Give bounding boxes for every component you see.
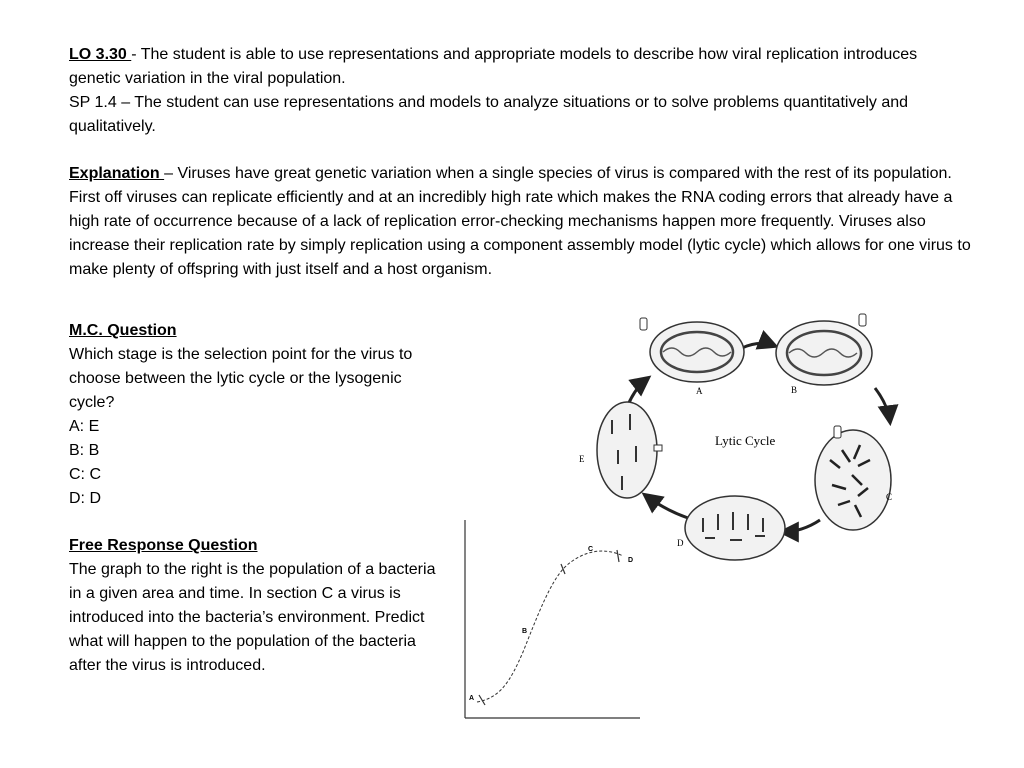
mc-option: D: D [69, 490, 101, 507]
explanation-text: – Viruses have great genetic variation when a single species of virus is compared with the rest of its population. First off viruses can replicate efficiently and at an incredibly high rate which makes the RNA coding errors that already have a high rate of occurrence because of a lack of replication error-checking mechanisms happen more frequently. Viruses also increase their replication rate by simply replication using a component assembly model (lytic cycle) which allows for one virus to make plenty of offspring with just itself and a host organism. [69, 165, 971, 278]
cycle-arrow [742, 343, 775, 348]
mc-heading: M.C. Question [69, 322, 177, 339]
stage-label-b: B [791, 385, 798, 395]
free-response-question [69, 534, 444, 678]
mc-option: A: E [69, 418, 100, 435]
graph-label-c: C [588, 546, 594, 553]
cycle-arrow [628, 378, 648, 405]
fr-heading: Free Response Question [69, 537, 258, 554]
explanation-label: Explanation [69, 165, 165, 182]
lo-line [69, 43, 969, 91]
cell-a [640, 318, 744, 382]
cell-b [776, 314, 872, 385]
lo-label: LO 3.30 [69, 46, 132, 63]
stage-label-e: E [579, 454, 585, 464]
mc-option: C: C [69, 466, 101, 483]
lo-text: - The student is able to use representations and appropriate models to describe how viral replication introduces genetic variation in the viral population. [69, 46, 918, 87]
graph-label-b: B [522, 628, 528, 635]
learning-objective [69, 43, 969, 139]
mc-question [69, 319, 444, 511]
section-tick [617, 550, 619, 562]
graph-label-d: D [628, 557, 634, 564]
sp-text: SP 1.4 – The student can use representations and models to analyze situations or to solve problems quantitatively and qualitatively. [69, 94, 909, 135]
cycle-arrow [782, 520, 820, 532]
cell-e [597, 402, 662, 498]
section-tick [561, 564, 565, 574]
explanation-paragraph [69, 162, 979, 282]
stage-label-a: A [696, 386, 703, 396]
graph-label-a: A [469, 695, 475, 702]
mc-question-text: Which stage is the selection point for the virus to choose between the lytic cycle or the lysogenic cycle? [69, 346, 413, 411]
mc-option: B: B [69, 442, 100, 459]
cycle-arrow [875, 388, 890, 422]
cell-d [685, 496, 785, 560]
fr-text: The graph to the right is the population of a bacteria in a given area and time. In section C a virus is introduced into the bacteria’s environment. Predict what will happen to the population of the bacteria after the virus is introduced. [69, 561, 436, 674]
growth-curve [477, 551, 623, 702]
stage-label-d: D [677, 538, 684, 548]
stage-label-c: C [886, 492, 893, 502]
lytic-cycle-title: Lytic Cycle [715, 433, 776, 448]
cell-c [815, 426, 891, 530]
population-graph [455, 512, 655, 730]
